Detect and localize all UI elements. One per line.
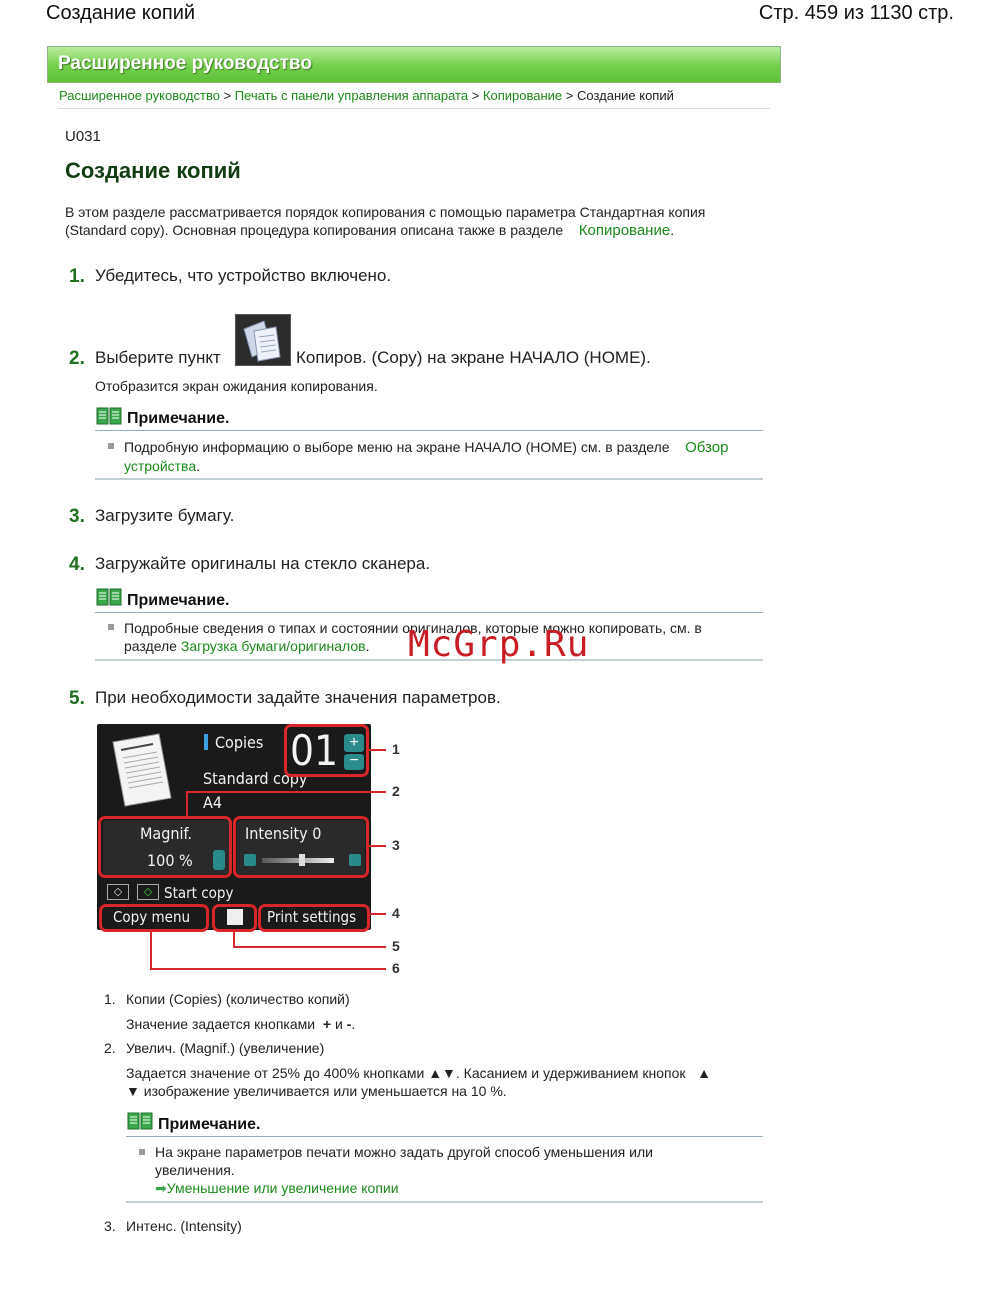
- note-divider-bottom: [126, 1201, 763, 1203]
- callout-line: [233, 946, 386, 948]
- callout-number: 6: [392, 960, 400, 976]
- step-text: Загрузите бумагу.: [95, 506, 235, 525]
- note-divider-bottom: [95, 478, 763, 480]
- link-reduce-enlarge[interactable]: Уменьшение или увеличение копии: [166, 1180, 399, 1196]
- callout-box-copy-menu: [99, 904, 209, 932]
- note-heading: Примечание.: [127, 592, 230, 609]
- item-title: Копии (Copies) (количество копий): [126, 991, 350, 1007]
- copy-icon: [235, 314, 291, 366]
- note-divider: [95, 430, 763, 431]
- bullet: [139, 1149, 145, 1155]
- callout-line: [186, 791, 386, 793]
- callout-box-magnif: [98, 816, 232, 878]
- callout-line: [370, 913, 386, 915]
- watermark: McGrp.Ru: [408, 624, 590, 665]
- callout-line: [150, 932, 152, 969]
- lcd-copies-value: 01: [290, 726, 339, 775]
- callout-line: [186, 791, 188, 816]
- item-number: 2.: [104, 1040, 116, 1056]
- callout-number: 2: [392, 783, 400, 799]
- step-number: 1.: [69, 266, 85, 287]
- item-description: Значение задается кнопками + и -.: [126, 1016, 356, 1032]
- step-number: 2.: [69, 348, 85, 369]
- lcd-copy-menu[interactable]: Copy menu: [113, 908, 191, 926]
- lcd-print-settings[interactable]: Print settings: [267, 908, 357, 926]
- lcd-intensity-label: Intensity 0: [245, 824, 322, 843]
- start-icon: ◇: [137, 884, 159, 900]
- note-text: Подробные сведения о типах и состоянии оригиналов, которые можно копировать, см. в разделе Загрузка бумаги/оригиналов.: [124, 620, 702, 654]
- document-thumbnail-icon: [109, 732, 179, 808]
- document-title: Создание копий: [46, 2, 196, 24]
- step-text: Убедитесь, что устройство включено.: [95, 266, 392, 285]
- stop-icon: ◇: [107, 884, 129, 900]
- copies-marker: [204, 734, 208, 750]
- intro-line-1: В этом разделе рассматривается порядок копирования с помощью параметра Стандартная копия: [65, 204, 706, 220]
- intro-line-2: (Standard copy). Основная процедура копирования описана также в разделе Копирование.: [65, 222, 675, 239]
- item-description: Задается значение от 25% до 400% кнопками ▲▼. Касанием и удерживанием кнопок ▲ ▼ изображение увеличивается или уменьшается на 10 %.: [126, 1065, 712, 1099]
- plus-button[interactable]: +: [344, 734, 364, 752]
- link-copying[interactable]: Копирование: [578, 222, 671, 239]
- section-banner: [47, 46, 781, 83]
- arrow-right-icon: ➡: [155, 1180, 167, 1196]
- callout-line: [233, 932, 235, 947]
- bullet: [108, 624, 114, 630]
- step-number: 3.: [69, 506, 85, 527]
- callout-line: [150, 968, 386, 970]
- callout-number: 5: [392, 938, 400, 954]
- note-heading: Примечание.: [127, 410, 230, 427]
- minus-button[interactable]: −: [344, 754, 364, 770]
- note-text: На экране параметров печати можно задать другой способ уменьшения или увеличения. ➡Уменьшение или увеличение копии: [155, 1144, 653, 1196]
- breadcrumb-separator: >: [471, 88, 480, 103]
- note-text: Подробную информацию о выборе меню на экране НАЧАЛО (HOME) см. в разделе Обзор устройства.: [124, 439, 729, 474]
- note-book-icon: [96, 588, 122, 611]
- lcd-start-label: Start copy: [164, 884, 234, 902]
- page-counter: Стр. 459 из 1130 стр.: [758, 2, 954, 24]
- lcd-magnif-value: 100 %: [147, 851, 193, 870]
- lcd-magnif-label: Magnif.: [140, 824, 192, 843]
- bullet: [108, 443, 114, 449]
- page-title: Создание копий: [65, 158, 241, 183]
- callout-box-intensity: [233, 816, 369, 878]
- callout-number: 1: [392, 741, 400, 757]
- intro-paragraph: [65, 203, 765, 240]
- breadcrumb: [59, 88, 674, 103]
- step-text: Загружайте оригиналы на стекло сканера.: [95, 554, 431, 573]
- breadcrumb-current: Создание копий: [577, 88, 674, 103]
- step-number: 5.: [69, 688, 85, 709]
- breadcrumb-link-printing-from-panel[interactable]: Печать с панели управления аппарата: [234, 88, 469, 103]
- callout-box-copies: [284, 724, 369, 777]
- divider: [58, 108, 770, 109]
- callout-box-print-settings: [258, 904, 370, 932]
- step-subtext: Отобразится экран ожидания копирования.: [95, 378, 378, 394]
- link-device-overview[interactable]: Обзор: [685, 439, 729, 456]
- lcd-paper: A4: [203, 793, 222, 812]
- link-loading-paper-originals[interactable]: Загрузка бумаги/оригиналов: [180, 638, 366, 654]
- note-heading: Примечание.: [158, 1116, 261, 1133]
- breadcrumb-separator: >: [223, 88, 232, 103]
- lcd-mode: Standard copy: [203, 769, 308, 788]
- banner-label: Расширенное руководство: [58, 53, 312, 74]
- callout-line: [369, 845, 386, 847]
- step-text-continued: Копиров. (Copy) на экране НАЧАЛО (HOME).: [296, 348, 651, 367]
- callout-line: [369, 749, 386, 751]
- step-text: При необходимости задайте значения параметров.: [95, 688, 501, 707]
- note-book-icon: [96, 407, 122, 430]
- page-code: U031: [65, 128, 101, 145]
- breadcrumb-link-advanced-guide[interactable]: Расширенное руководство: [59, 88, 220, 103]
- item-number: 3.: [104, 1218, 116, 1234]
- lcd-copies-label: Copies: [215, 733, 264, 752]
- callout-number: 3: [392, 837, 400, 853]
- note-book-icon: [127, 1112, 153, 1135]
- item-number: 1.: [104, 991, 116, 1007]
- callout-number: 4: [392, 905, 400, 921]
- step-number: 4.: [69, 554, 85, 575]
- breadcrumb-link-copying[interactable]: Копирование: [482, 88, 563, 103]
- link-device-overview-cont[interactable]: устройства: [124, 458, 197, 474]
- callout-box-preview: [212, 904, 257, 932]
- note-divider: [95, 612, 763, 613]
- breadcrumb-separator: >: [565, 88, 574, 103]
- item-title: Увелич. (Magnif.) (увеличение): [126, 1040, 325, 1056]
- step-text: Выберите пункт: [95, 348, 221, 367]
- item-title: Интенс. (Intensity): [126, 1218, 242, 1234]
- note-divider: [126, 1136, 763, 1137]
